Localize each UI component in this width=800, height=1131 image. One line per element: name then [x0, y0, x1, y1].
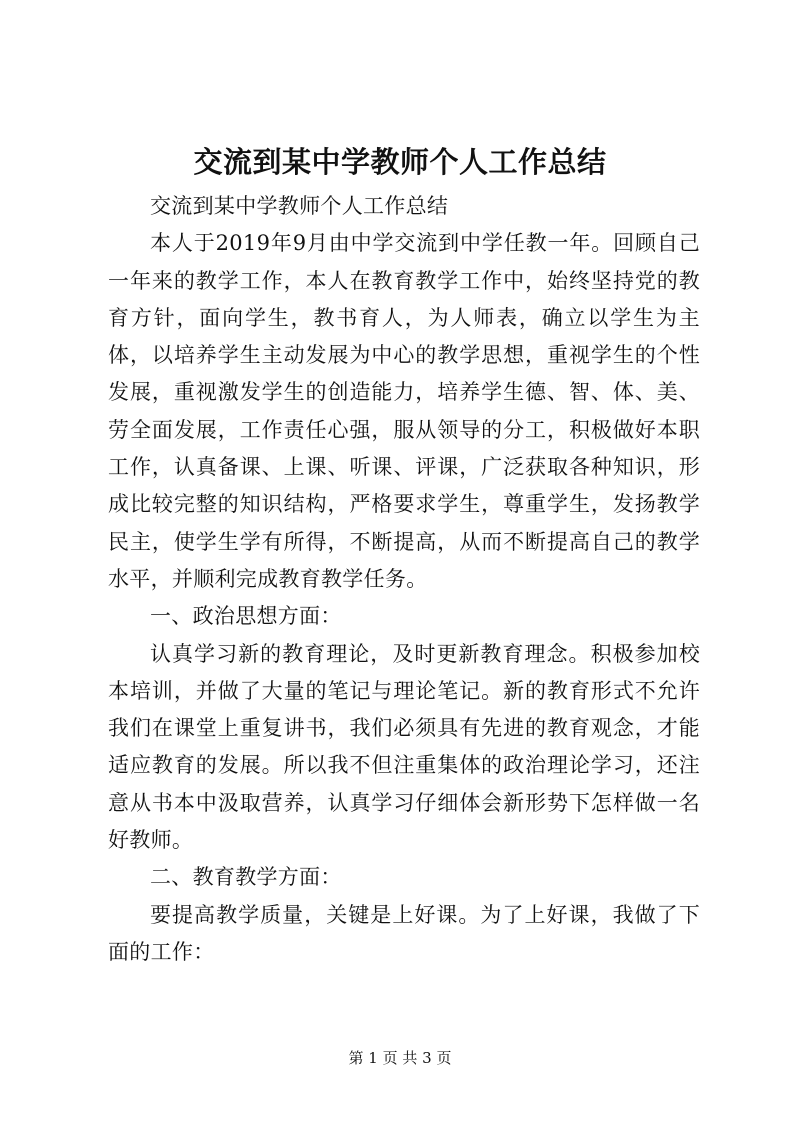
- body-paragraph-subtitle: 交流到某中学教师个人工作总结: [150, 194, 449, 218]
- body-paragraph-intro: 本人于2019年9月由中学交流到中学任教一年。回顾自己一年来的教学工作，本人在教育教学工作中，始终坚持党的教育方针，面向学生，教书育人，为人师表，确立以学生为主体，以培养学生主动发展为中心的教学思想，重视学生的个性发展，重视激发学生的创造能力，培养学生德、智、体、美、劳全面发展，工作责任心强，服从领导的分工，积极做好本职工作，认真备课、上课、听课、评课，广泛获取各种知识，形成比较完整的知识结构，严格要求学生，尊重学生，发扬教学民主，使学生学有所得，不断提高，从而不断提高自己的教学水平，并顺利完成教育教学任务。: [108, 231, 700, 591]
- page-number-footer: 第 1 页 共 3 页: [348, 1049, 452, 1067]
- body-paragraph-political: 认真学习新的教育理论，及时更新教育理念。积极参加校本培训，并做了大量的笔记与理论笔记。新的教育形式不允许我们在课堂上重复讲书，我们必须具有先进的教育观念，才能适应教育的发展。所以我不但注重集体的政治理论学习，还注意从书本中汲取营养，认真学习仔细体会新形势下怎样做一名好教师。: [108, 641, 700, 853]
- section-heading-teaching: 二、教育教学方面：: [150, 865, 342, 890]
- body-paragraph-teaching: 要提高教学质量，关键是上好课。为了上好课，我做了下面的工作：: [108, 902, 700, 964]
- document-body: [108, 188, 700, 971]
- section-heading-political: 一、政治思想方面：: [150, 604, 342, 629]
- document-title: 交流到某中学教师个人工作总结: [193, 145, 607, 179]
